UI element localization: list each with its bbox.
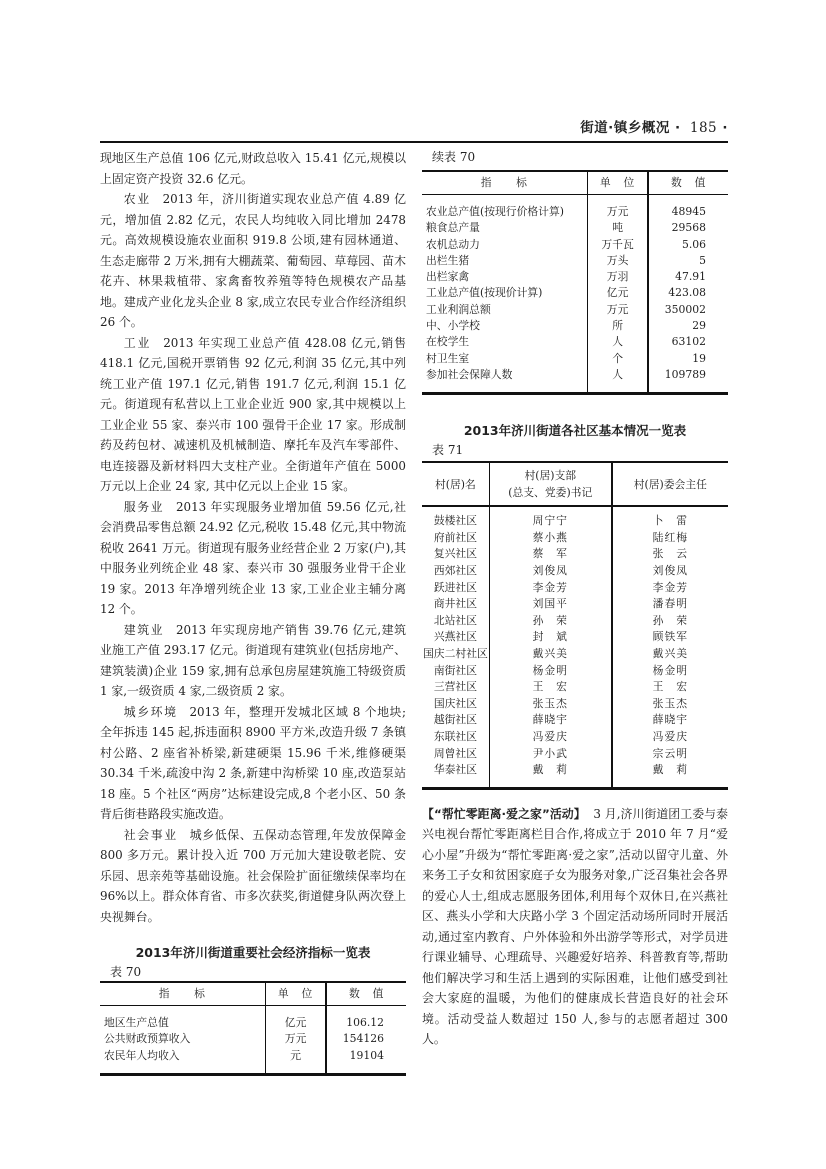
value-cell: 154126 <box>326 1031 406 1047</box>
community-cell: 华泰社区 <box>433 763 477 777</box>
col-header-director: 村(居)委会主任 <box>612 462 728 506</box>
director-cell: 王 宏 <box>612 679 728 696</box>
page-number: 185 <box>689 120 718 136</box>
table-row <box>422 663 728 680</box>
left-column <box>100 148 406 1076</box>
unit-cell: 吨 <box>587 220 648 236</box>
table70-number: 表 70 <box>110 965 142 979</box>
indicator-cell: 地区生产总值 <box>104 1016 169 1029</box>
unit-cell: 万元 <box>587 195 648 221</box>
director-cell: 薛晓宇 <box>612 712 728 729</box>
community-cell: 兴燕社区 <box>433 630 477 644</box>
value-cell: 5 <box>648 253 728 269</box>
table-row <box>422 318 728 334</box>
table-row <box>422 334 728 350</box>
director-cell: 戴 莉 <box>612 762 728 788</box>
secretary-cell: 蔡小燕 <box>489 530 611 547</box>
secretary-cell: 杨金明 <box>489 663 611 680</box>
unit-cell: 亿元 <box>265 1006 326 1032</box>
table-row <box>422 302 728 318</box>
table71 <box>422 461 728 790</box>
community-cell: 西郊社区 <box>433 564 477 578</box>
community-cell: 越街社区 <box>433 713 477 727</box>
header-rule <box>100 141 728 143</box>
indicator-cell: 出栏生猪 <box>426 253 470 267</box>
unit-cell: 万头 <box>587 253 648 269</box>
secretary-cell: 戴兴美 <box>489 646 611 663</box>
indicator-cell: 出栏家禽 <box>426 270 470 284</box>
table-row <box>100 1031 406 1047</box>
table-row <box>422 563 728 580</box>
community-cell: 北站社区 <box>433 613 477 627</box>
unit-cell: 人 <box>587 334 648 350</box>
col-header-unit: 单 位 <box>587 171 648 195</box>
secretary-cell: 刘国平 <box>489 596 611 613</box>
secretary-cell: 冯爱庆 <box>489 729 611 746</box>
secretary-cell: 封 斌 <box>489 629 611 646</box>
table-row <box>422 729 728 746</box>
director-cell: 卜 雷 <box>612 506 728 530</box>
value-cell: 29568 <box>648 220 728 236</box>
table-row <box>422 237 728 253</box>
value-cell: 350002 <box>648 302 728 318</box>
keyword-social: 社会事业 <box>123 827 178 842</box>
value-cell: 423.08 <box>648 285 728 301</box>
table-row <box>422 613 728 630</box>
director-cell: 陆红梅 <box>612 530 728 547</box>
running-header <box>100 114 728 138</box>
col-header-indicator: 指 标 <box>422 171 587 195</box>
table-row <box>422 195 728 221</box>
community-cell: 跃进社区 <box>433 580 477 594</box>
community-cell: 国庆二村社区 <box>423 647 488 661</box>
indicator-cell: 参加社会保障人数 <box>426 367 513 381</box>
indicator-cell: 工业总产值(按现价计算) <box>426 286 543 300</box>
director-cell: 张玉杰 <box>612 696 728 713</box>
secretary-cell: 李金芳 <box>489 580 611 597</box>
table70-title: 2013年济川街道重要社会经济指标一览表 <box>135 945 371 960</box>
secretary-cell: 王 宏 <box>489 679 611 696</box>
director-cell: 宗云明 <box>612 746 728 763</box>
table70-part1 <box>100 981 406 1076</box>
indicator-cell: 农业总产值(按现行价格计算) <box>426 205 564 218</box>
paragraph-industry: 工业 2013 年实现工业总产值 428.08 亿元,销售 418.1 亿元,国税开票销售 92 亿元,利润 35 亿元,其中列统工业产值 197.1 亿元,销售 191.7 亿元,利润 15.1 亿元。街道现有私营以上工业企业近 900 家,其中规模以上工业企业 55 家、泰兴市 100 强骨干企业 17 家。形成制药及药包材、减速机及机械制造、摩托车及汽车零部件、电连接器及新材料四大支柱产业。全街道年产值在 5000 万元以上企业 24 家, 其中亿元以上企业 15 家。 <box>100 335 406 493</box>
table-row <box>422 285 728 301</box>
secretary-cell: 尹小武 <box>489 746 611 763</box>
director-cell: 冯爱庆 <box>612 729 728 746</box>
table-row <box>422 646 728 663</box>
table-row <box>422 596 728 613</box>
table-row <box>422 253 728 269</box>
director-cell: 戴兴美 <box>612 646 728 663</box>
col-header-secretary: 村(居)支部 (总支、党委)书记 <box>489 462 611 506</box>
table-row <box>422 269 728 285</box>
table-row <box>422 546 728 563</box>
director-cell: 李金芳 <box>612 580 728 597</box>
unit-cell: 人 <box>587 367 648 394</box>
paragraph-agriculture: 农业 2013 年，济川街道实现农业总产值 4.89 亿元，增加值 2.82 亿元，农民人均纯收入同比增加 2478 元。高效规模设施农业面积 919.8 公顷,建有园林通道、生态走廊带 2 万米,拥有大棚蔬菜、葡萄园、草莓园、苗木花卉、林果栽植带、家禽畜牧养殖等特色规模农产品基地。建成产业化龙头企业 8 家,成立农民专业合作经济组织 26 个。 <box>100 192 406 329</box>
unit-cell: 万羽 <box>587 269 648 285</box>
paragraph-activity: 【“帮忙零距离·爱之家”活动】 3 月,济川街道团工委与泰兴电视台帮忙零距离栏目合作,将成立于 2010 年 7 月“爱心小屋”升级为“帮忙零距离·爱之家”,活动以留守儿童、外来务工子女和贫困家庭子女为服务对象,广泛召集社会各界的爱心人士,组成志愿服务团体,利用每个双休日,在兴燕社区、燕头小学和大庆路小学 3 个固定活动场所同时开展活动,通过室内教育、户外体验和外出游学等形式，对学员进行课业辅导、心理疏导、兴趣爱好培养、科普教育等,帮助他们解决学习和生活上遇到的实际困难，让他们感受到社会大家庭的温暖，为他们的健康成长营造良好的社会环境。活动受益人数超过 150 人,参与的志愿者超过 300 人。 <box>422 806 728 1047</box>
indicator-cell: 在校学生 <box>426 335 470 349</box>
unit-cell: 亿元 <box>587 285 648 301</box>
table-row <box>422 351 728 367</box>
table-row <box>100 1006 406 1032</box>
table-row <box>422 220 728 236</box>
unit-cell: 万千瓦 <box>587 237 648 253</box>
table71-title: 2013年济川街道各社区基本情况一览表 <box>463 423 687 439</box>
paragraph-social: 社会事业 城乡低保、五保动态管理,年发放保障金 800 多万元。累计投入近 700 万元加大建设敬老院、安乐园、思亲苑等基础设施。社会保险扩面征缴续保率均在 96%以上。群众体育省、市多次获奖,街道健身队两次登上央视舞台。 <box>100 827 406 924</box>
community-cell: 鼓楼社区 <box>433 514 477 528</box>
table70-part2 <box>422 170 728 395</box>
table-row <box>422 696 728 713</box>
director-cell: 杨金明 <box>612 663 728 680</box>
secretary-cell: 薛晓宇 <box>489 712 611 729</box>
indicator-cell: 农机总动力 <box>426 237 480 251</box>
indicator-cell: 公共财政预算收入 <box>104 1032 191 1046</box>
value-cell: 19 <box>648 351 728 367</box>
community-cell: 商井社区 <box>433 597 477 611</box>
secretary-cell: 张玉杰 <box>489 696 611 713</box>
paragraph-intro: 现地区生产总值 106 亿元,财政总收入 15.41 亿元,规模以上固定资产投资 32.6 亿元。 <box>100 151 406 186</box>
col-header-community: 村(居)名 <box>422 462 489 506</box>
indicator-cell: 村卫生室 <box>426 351 470 365</box>
value-cell: 5.06 <box>648 237 728 253</box>
value-cell: 19104 <box>326 1048 406 1075</box>
paragraph-environment: 城乡环境 2013 年，整理开发城北区域 8 个地块;全年拆违 145 起,拆违面积 8900 平方米,改造升级 7 条镇村公路、2 座省补桥梁,新建硬渠 15.96 千米,维修硬渠 30.34 千米,疏浚中沟 2 条,新建中沟桥梁 10 座,改造泵站 18 座。5 个社区“两房”达标建设完成,8 个老小区、50 条背后街巷路段实施改造。 <box>100 704 406 821</box>
keyword-construction: 建筑业 <box>123 622 165 637</box>
keyword-environment: 城乡环境 <box>123 704 178 719</box>
community-cell: 国庆社区 <box>433 696 477 710</box>
value-cell: 29 <box>648 318 728 334</box>
value-cell: 63102 <box>648 334 728 350</box>
indicator-cell: 粮食总产量 <box>426 221 480 235</box>
col-header-indicator: 指 标 <box>100 982 265 1006</box>
director-cell: 孙 荣 <box>612 613 728 630</box>
keyword-services: 服务业 <box>123 499 165 514</box>
unit-cell: 个 <box>587 351 648 367</box>
unit-cell: 万元 <box>265 1031 326 1047</box>
value-cell: 106.12 <box>326 1006 406 1032</box>
community-cell: 东联社区 <box>433 729 477 743</box>
indicator-cell: 工业利润总额 <box>426 302 491 316</box>
table-row <box>422 679 728 696</box>
table-row <box>422 580 728 597</box>
secretary-cell: 孙 荣 <box>489 613 611 630</box>
table-row <box>422 530 728 547</box>
secretary-cell: 蔡 军 <box>489 546 611 563</box>
unit-cell: 所 <box>587 318 648 334</box>
secretary-cell: 周宁宁 <box>489 506 611 530</box>
table-row <box>422 367 728 394</box>
value-cell: 48945 <box>648 195 728 221</box>
table-row <box>422 762 728 788</box>
col-header-unit: 单 位 <box>265 982 326 1006</box>
table-row <box>422 712 728 729</box>
community-cell: 复兴社区 <box>433 547 477 561</box>
right-column <box>422 148 728 1050</box>
indicator-cell: 农民年人均收入 <box>104 1048 180 1062</box>
table71-number: 表 71 <box>432 443 464 458</box>
unit-cell: 万元 <box>587 302 648 318</box>
indicator-cell: 中、小学校 <box>426 319 480 333</box>
table-row <box>422 506 728 530</box>
keyword-agriculture: 农业 <box>123 192 151 206</box>
activity-heading: 【“帮忙零距离·爱之家”活动】 <box>422 806 586 821</box>
table70-cont-label: 续表 70 <box>432 150 476 164</box>
community-cell: 府前社区 <box>433 530 477 544</box>
col-header-value: 数 值 <box>326 982 406 1006</box>
director-cell: 顾铁军 <box>612 629 728 646</box>
community-cell: 周曾社区 <box>433 746 477 760</box>
table-row <box>422 746 728 763</box>
director-cell: 刘俊凤 <box>612 563 728 580</box>
director-cell: 张 云 <box>612 546 728 563</box>
col-header-value: 数 值 <box>648 171 728 195</box>
paragraph-services: 服务业 2013 年实现服务业增加值 59.56 亿元,社会消费品零售总额 24.92 亿元,税收 15.48 亿元,其中物流税收 2641 万元。街道现有服务业经营企业 2 万家(户),其中服务业列统企业 48 家、泰兴市 30 强服务业骨干企业 19 家。2013 年净增列统企业 13 家,工业企业主辅分离 12 个。 <box>100 499 406 616</box>
secretary-cell: 刘俊凤 <box>489 563 611 580</box>
value-cell: 47.91 <box>648 269 728 285</box>
community-cell: 三营社区 <box>433 680 477 694</box>
secretary-cell: 戴 莉 <box>489 762 611 788</box>
community-cell: 南街社区 <box>433 663 477 677</box>
header-text: 街道·镇乡概况 · 185 · <box>580 120 728 136</box>
value-cell: 109789 <box>648 367 728 394</box>
director-cell: 潘春明 <box>612 596 728 613</box>
section-title: 街道·镇乡概况 <box>580 120 670 136</box>
keyword-industry: 工业 <box>123 335 152 350</box>
table-row <box>422 629 728 646</box>
paragraph-construction: 建筑业 2013 年实现房地产销售 39.76 亿元,建筑业施工产值 293.17 亿元。街道现有建筑业(包括房地产、建筑装潢)企业 159 家,拥有总承包房屋建筑施工特级资质 1 家,一级资质 4 家,二级资质 2 家。 <box>100 622 406 698</box>
table-row <box>100 1048 406 1075</box>
unit-cell: 元 <box>265 1048 326 1075</box>
